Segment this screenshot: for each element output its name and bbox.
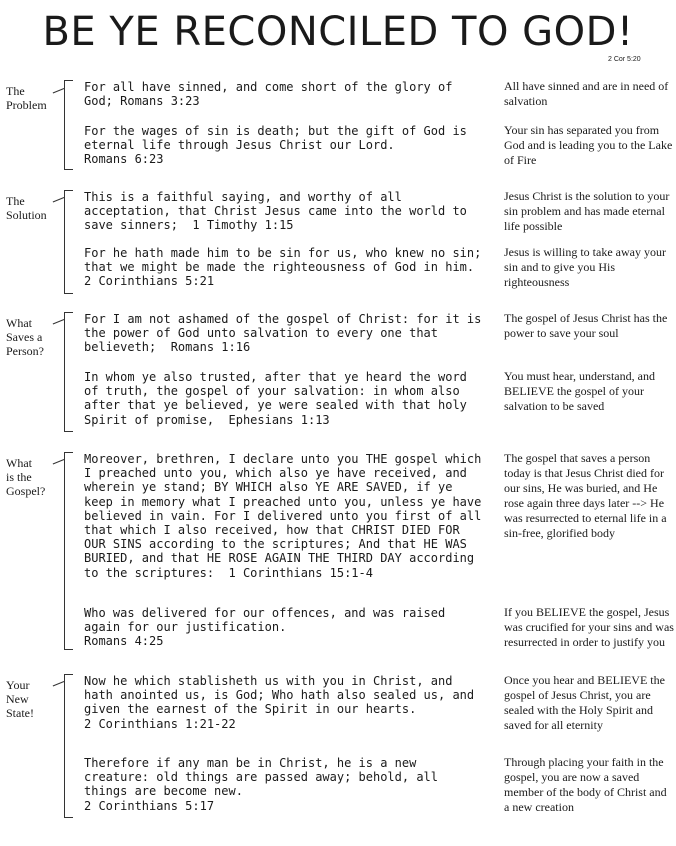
verse-romans-4-25: Who was delivered for our offences, and was raised again for our justification. Romans 4:25	[84, 606, 446, 649]
section-label-what-saves: What Saves a Person?	[6, 316, 44, 358]
bracket-gospel	[64, 452, 73, 650]
note-problem-2: Your sin has separated you from God and is leading you to the Lake of Fire	[504, 123, 673, 167]
verse-2-corinthians-1-21-22: Now he which stablisheth us with you in Christ, and hath anointed us, is God; Who hath also sealed us, and given the earnest of the Spirit in our hearts. 2 Corinthians 1:21-22	[84, 674, 475, 731]
note-what-saves-2: You must hear, understand, and BELIEVE the gospel of your salvation to be saved	[504, 369, 655, 413]
note-solution-1: Jesus Christ is the solution to your sin problem and has made eternal life possible	[504, 189, 670, 233]
note-solution-2: Jesus is willing to take away your sin and to give you His righteousness	[504, 245, 666, 289]
bracket-new-state	[64, 674, 73, 818]
note-what-saves-1: The gospel of Jesus Christ has the power to save your soul	[504, 311, 668, 340]
bracket-problem	[64, 80, 73, 170]
section-label-problem: The Problem	[6, 84, 47, 112]
section-label-new-state: Your New State!	[6, 678, 34, 720]
note-new-state-2: Through placing your faith in the gospel, you are now a saved member of the body of Christ and a new creation	[504, 755, 667, 814]
note-gospel-1: The gospel that saves a person today is that Jesus Christ died for our sins, He was buried, and He rose again three days later --> He was resurrected to eternal life in a sin-free, glorified body	[504, 451, 667, 540]
bracket-what-saves	[64, 312, 73, 432]
section-label-solution: The Solution	[6, 194, 47, 222]
verse-1-timothy-1-15: This is a faithful saying, and worthy of all acceptation, that Christ Jesus came into the world to save sinners; 1 Timothy 1:15	[84, 190, 467, 233]
verse-romans-1-16: For I am not ashamed of the gospel of Christ: for it is the power of God unto salvation to every one that believeth; Romans 1:16	[84, 312, 482, 355]
note-problem-1: All have sinned and are in need of salvation	[504, 79, 669, 108]
section-label-gospel: What is the Gospel?	[6, 456, 46, 498]
verse-ephesians-1-13: In whom ye also trusted, after that ye heard the word of truth, the gospel of your salvation: in whom also after that ye believed, ye were sealed with that holy Spirit of promise, Ephesians 1:13	[84, 370, 467, 427]
page-title: BE YE RECONCILED TO GOD!	[42, 9, 634, 55]
note-new-state-1: Once you hear and BELIEVE the gospel of Jesus Christ, you are sealed with the Holy Spirit and saved for all eternity	[504, 673, 665, 732]
bracket-solution	[64, 190, 73, 294]
title-reference: 2 Cor 5:20	[608, 56, 641, 63]
note-gospel-2: If you BELIEVE the gospel, Jesus was crucified for your sins and was resurrected in order to justify you	[504, 605, 674, 649]
verse-romans-3-23: For all have sinned, and come short of the glory of God; Romans 3:23	[84, 80, 453, 109]
verse-2-corinthians-5-21: For he hath made him to be sin for us, who knew no sin; that we might be made the righteousness of God in him. 2 Corinthians 5:21	[84, 246, 482, 289]
verse-2-corinthians-5-17: Therefore if any man be in Christ, he is a new creature: old things are passed away; behold, all things are become new. 2 Corinthians 5:17	[84, 756, 439, 813]
verse-1-corinthians-15-1-4: Moreover, brethren, I declare unto you THE gospel which I preached unto you, which also ye have received, and wherein ye stand; BY WHICH also YE ARE SAVED, if ye keep in memory what I preached unto you, unless ye have believed in vain. For I delivered unto you first of all that which I also received, how that CHRIST DIED FOR OUR SINS according to the scriptures; And that HE WAS BURIED, and that HE ROSE AGAIN THE THIRD DAY according to the scriptures: 1 Corinthians 15:1-4	[84, 452, 482, 580]
verse-romans-6-23: For the wages of sin is death; but the gift of God is eternal life through Jesus Christ our Lord. Romans 6:23	[84, 124, 467, 167]
